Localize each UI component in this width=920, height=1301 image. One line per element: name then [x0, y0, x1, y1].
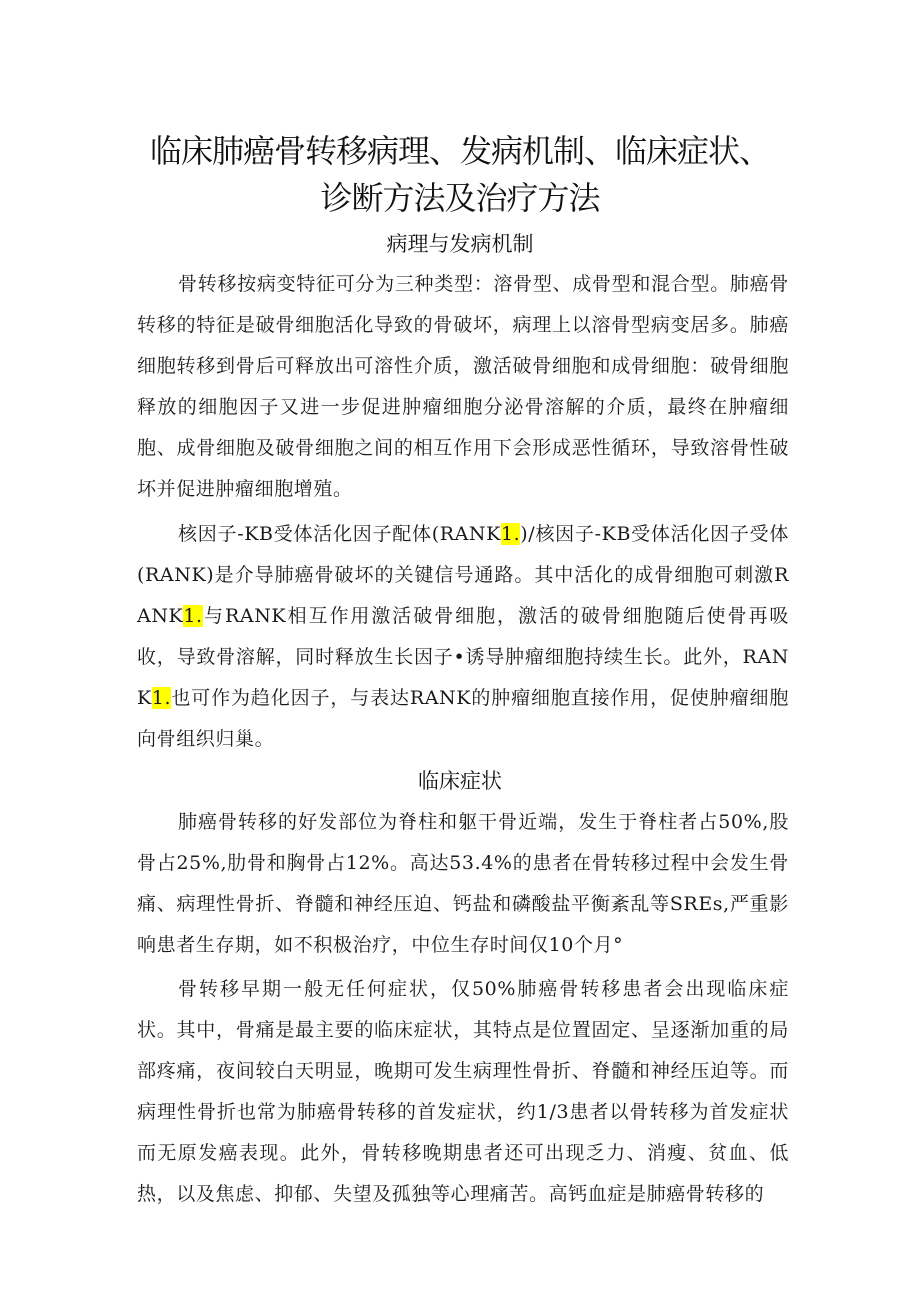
- highlighted-text: 1.: [500, 523, 521, 545]
- paragraph-text-segment: 也可作为趋化因子，与表达RANK的肿瘤细胞直接作用，促使肿瘤细胞向骨组织归巢。: [137, 687, 789, 750]
- paragraph-text-segment: )/核因子-KB受体活化因子受体(RANK)是介导肺癌骨破坏的关键信号通路。其中活化的成骨细胞可刺激RANK: [137, 523, 789, 627]
- section-heading-clinical-symptoms: 临床症状: [418, 769, 502, 793]
- document-title-line-2: 诊断方法及治疗方法: [320, 179, 600, 217]
- highlighted-text: 1.: [151, 687, 172, 709]
- paragraph-bone-metastasis-types: 骨转移按病变特征可分为三种类型：溶骨型、成骨型和混合型。肺癌骨转移的特征是破骨细胞活化导致的骨破坏，病理上以溶骨型病变居多。肺癌细胞转移到骨后可释放出可溶性介质，激活破骨细胞和成骨细胞：破骨细胞释放的细胞因子又进一步促进肿瘤细胞分泌骨溶解的介质，最终在肿瘤细胞、成骨细胞及破骨细胞之间的相互作用下会形成恶性循环，导致溶骨性破坏并促进肿瘤细胞增殖。: [137, 273, 789, 500]
- paragraph-rank-pathway: [137, 514, 789, 760]
- paragraph-text-segment: 核因子-KB受体活化因子配体(RANK: [178, 523, 501, 545]
- document-title-line-1: 临床肺癌骨转移病理、发病机制、临床症状、: [149, 132, 770, 170]
- paragraph-early-symptoms: 骨转移早期一般无任何症状，仅50%肺癌骨转移患者会出现临床症状。其中，骨痛是最主要的临床症状，其特点是位置固定、呈逐渐加重的局部疼痛，夜间较白天明显，晚期可发生病理性骨折、脊髓和神经压迫等。而病理性骨折也常为肺癌骨转移的首发症状，约1/3患者以骨转移为首发症状而无原发癌表现。此外，骨转移晚期患者还可出现乏力、消瘦、贫血、低热，以及焦虑、抑郁、失望及孤独等心理痛苦。高钙血症是肺癌骨转移的: [137, 978, 789, 1205]
- section-heading-pathology: 病理与发病机制: [386, 232, 534, 256]
- paragraph-metastasis-sites: 肺癌骨转移的好发部位为脊柱和躯干骨近端，发生于脊柱者占50%,股骨占25%,肋骨和胸骨占12%。高达53.4%的患者在骨转移过程中会发生骨痛、病理性骨折、脊髓和神经压迫、钙盐和磷酸盐平衡紊乱等SREs,严重影响患者生存期，如不积极治疗，中位生存时间仅10个月°: [137, 811, 789, 956]
- paragraph-text-segment: 与RANK相互作用激活破骨细胞，激活的破骨细胞随后使骨再吸收，导致骨溶解，同时释放生长因子•诱导肿瘤细胞持续生长。此外，RANK: [137, 605, 789, 709]
- highlighted-text: 1.: [183, 605, 203, 627]
